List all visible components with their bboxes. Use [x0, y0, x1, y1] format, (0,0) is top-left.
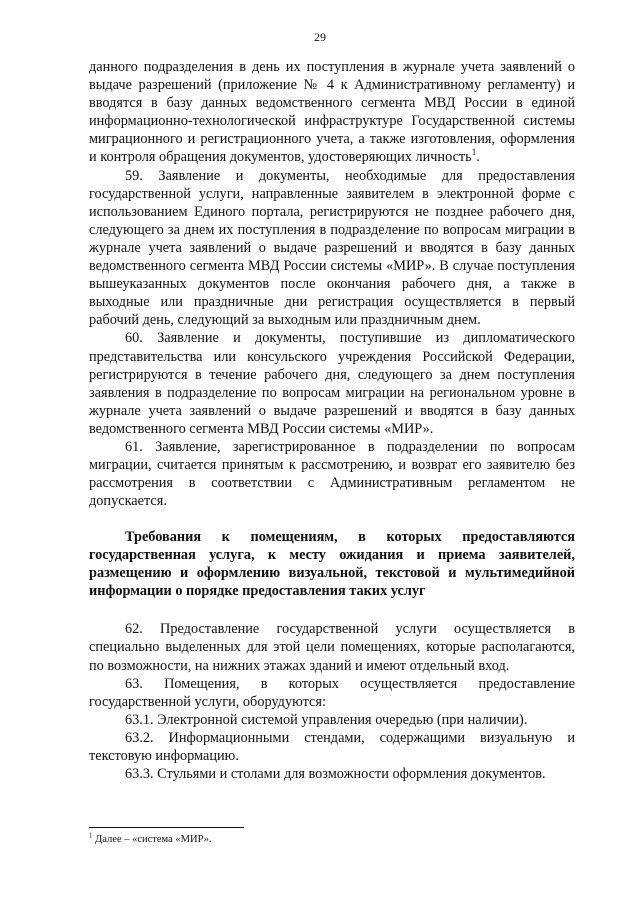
page-number: 29	[314, 30, 326, 44]
paragraph-58-continuation	[89, 58, 575, 167]
paragraph-63-1: 63.1. Электронной системой управления очередью (при наличии).	[125, 711, 528, 728]
paragraph-62: 62. Предоставление государственной услуги осуществляется в специально выделенных для этой цели помещениях, которые располагаются, по возможности, на нижних этажах зданий и имеют отдельный вход.	[89, 621, 575, 674]
footnote-marker: 1	[89, 831, 93, 840]
paragraph-63-2: 63.2. Информационными стендами, содержащими визуальную и текстовую информацию.	[89, 729, 575, 764]
footnote-separator	[89, 827, 244, 828]
footnote-text: Далее – «система «МИР».	[92, 834, 212, 845]
paragraph-60: 60. Заявление и документы, поступившие из дипломатического представительства или консульского учреждения Российской Федерации, регистрируются в течение рабочего дня, следующего за днем поступления заявления в подразделение по вопросам миграции на региональном уровне в журнале учета заявлений о выдаче разрешений и вводятся в базу данных ведомственного сегмента МВД России системы «МИР».	[89, 330, 575, 437]
document-body	[89, 58, 575, 783]
section-heading: Требования к помещениям, в которых предоставляются государственная услуга, к месту ожидания и приема заявителей, размещению и оформлению визуальной, текстовой и мультимедийной информации о порядке предоставления таких услуг	[89, 529, 575, 600]
paragraph-58-text: данного подразделения в день их поступления в журнале учета заявлений о выдаче разрешений (приложение № 4 к Административному регламенту) и вводятся в базу данных ведомственного сегмента МВД России в единой информационно-технологической инфраструктуре Государственной системы миграционного и регистрационного учета, а также изготовления, оформления и контроля обращения документов, удостоверяющих личность	[89, 59, 575, 166]
footnote	[89, 831, 212, 846]
footnote-reference[interactable]: 1	[471, 147, 477, 158]
paragraph-59: 59. Заявление и документы, необходимые для предоставления государственной услуги, направленные заявителем в электронной форме с использованием Единого портала, регистрируются не позднее рабочего дня, следующего за днем их поступления в подразделение по вопросам миграции в журнале учета заявлений о выдаче разрешений и вводятся в базу данных ведомственного сегмента МВД России системы «МИР». В случае поступления вышеуказанных документов после окончания рабочего дня, а также в выходные или праздничные дни регистрация осуществляется в первый рабочий день, следующий за выходным или праздничным днем.	[89, 167, 575, 329]
paragraph-61: 61. Заявление, зарегистрированное в подразделении по вопросам миграции, считается принятым к рассмотрению, и возврат его заявителю без рассмотрения в соответствии с Административным регламентом не допускается.	[89, 438, 575, 510]
paragraph-58-end: .	[476, 149, 480, 166]
paragraph-63: 63. Помещения, в которых осуществляется предоставление государственной услуги, оборудуются:	[89, 675, 575, 710]
paragraph-63-3: 63.3. Стульями и столами для возможности оформления документов.	[125, 766, 546, 783]
